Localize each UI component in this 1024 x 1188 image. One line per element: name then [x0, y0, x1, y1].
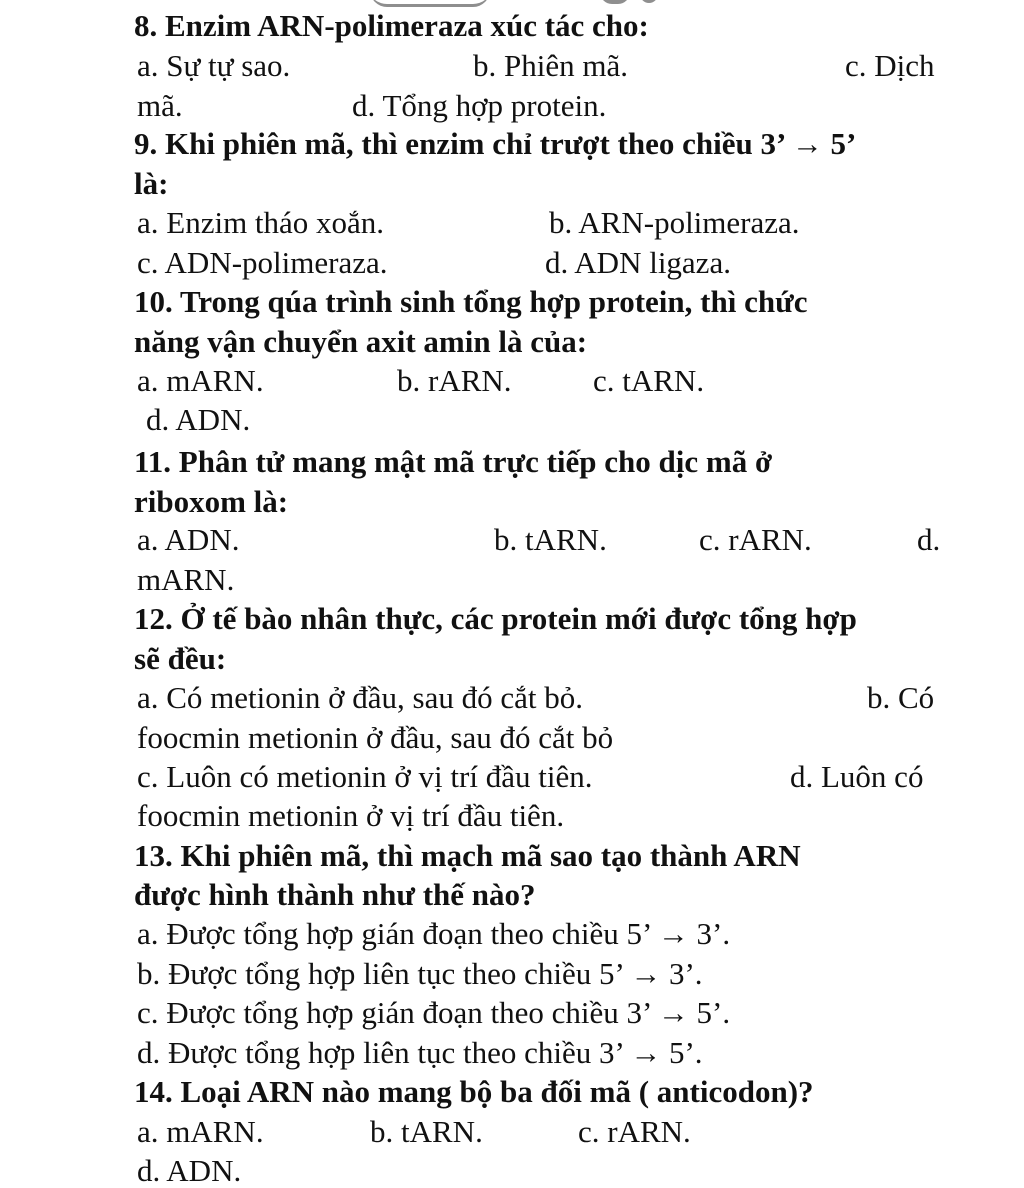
answer-option: b. rARN.: [397, 363, 512, 398]
answer-option: a. ADN.: [137, 522, 240, 557]
answer-option: d. Tổng hợp protein.: [352, 88, 607, 123]
answer-option: mARN.: [137, 562, 235, 597]
answer-option: d. ADN ligaza.: [545, 245, 731, 280]
answer-option: c. Được tổng hợp gián đoạn theo chiều 3’ → 5’.: [137, 995, 731, 1030]
answer-option: d. Được tổng hợp liên tục theo chiều 3’ → 5’.: [137, 1035, 703, 1070]
answer-option: b. Được tổng hợp liên tục theo chiều 5’ → 3’.: [137, 956, 703, 991]
answer-option: d. ADN.: [146, 402, 251, 437]
answer-option: a. Sự tự sao.: [137, 48, 291, 83]
question-text: riboxom là:: [134, 484, 289, 519]
question-text: được hình thành như thế nào?: [134, 877, 536, 912]
question-text: năng vận chuyển axit amin là của:: [134, 324, 588, 359]
cropped-text-fragment: [640, 0, 658, 3]
answer-option: d.: [917, 522, 941, 557]
question-text: 12. Ở tế bào nhân thực, các protein mới được tổng hợp: [134, 601, 857, 636]
answer-option: a. Enzim tháo xoắn.: [137, 205, 385, 240]
answer-option: c. ADN-polimeraza.: [137, 245, 388, 280]
answer-option: b. Có: [867, 680, 935, 715]
cropped-text-fragment: [600, 0, 630, 4]
answer-option: a. mARN.: [137, 363, 264, 398]
question-text: 11. Phân tử mang mật mã trực tiếp cho dịc mã ở: [134, 444, 773, 479]
answer-option: c. rARN.: [578, 1114, 691, 1149]
answer-option: a. Có metionin ở đầu, sau đó cắt bỏ.: [137, 680, 584, 715]
answer-option: foocmin metionin ở vị trí đầu tiên.: [137, 798, 565, 833]
answer-option: b. tARN.: [370, 1114, 483, 1149]
answer-option: mã.: [137, 88, 183, 123]
question-text: 8. Enzim ARN-polimeraza xúc tác cho:: [134, 8, 649, 43]
answer-option: c. tARN.: [593, 363, 705, 398]
question-text: sẽ đều:: [134, 641, 227, 676]
answer-option: d. ADN.: [137, 1153, 242, 1188]
answer-option: b. ARN-polimeraza.: [549, 205, 800, 240]
answer-option: b. tARN.: [494, 522, 607, 557]
answer-option: c. Luôn có metionin ở vị trí đầu tiên.: [137, 759, 593, 794]
answer-option: a. Được tổng hợp gián đoạn theo chiều 5’ → 3’.: [137, 916, 731, 951]
answer-option: a. mARN.: [137, 1114, 264, 1149]
cropped-text-fragment: [370, 0, 490, 7]
answer-option: c. rARN.: [699, 522, 812, 557]
answer-option: c. Dịch: [845, 48, 935, 83]
question-text: 14. Loại ARN nào mang bộ ba đối mã ( anticodon)?: [134, 1074, 814, 1109]
answer-option: d. Luôn có: [790, 759, 924, 794]
answer-option: b. Phiên mã.: [473, 48, 628, 83]
question-text: 13. Khi phiên mã, thì mạch mã sao tạo thành ARN: [134, 838, 801, 873]
answer-option: foocmin metionin ở đầu, sau đó cắt bỏ: [137, 720, 614, 755]
question-text: 9. Khi phiên mã, thì enzim chỉ trượt theo chiều 3’ → 5’: [134, 126, 857, 161]
question-text: là:: [134, 166, 169, 201]
question-text: 10. Trong qúa trình sinh tổng hợp protein, thì chức: [134, 284, 808, 319]
